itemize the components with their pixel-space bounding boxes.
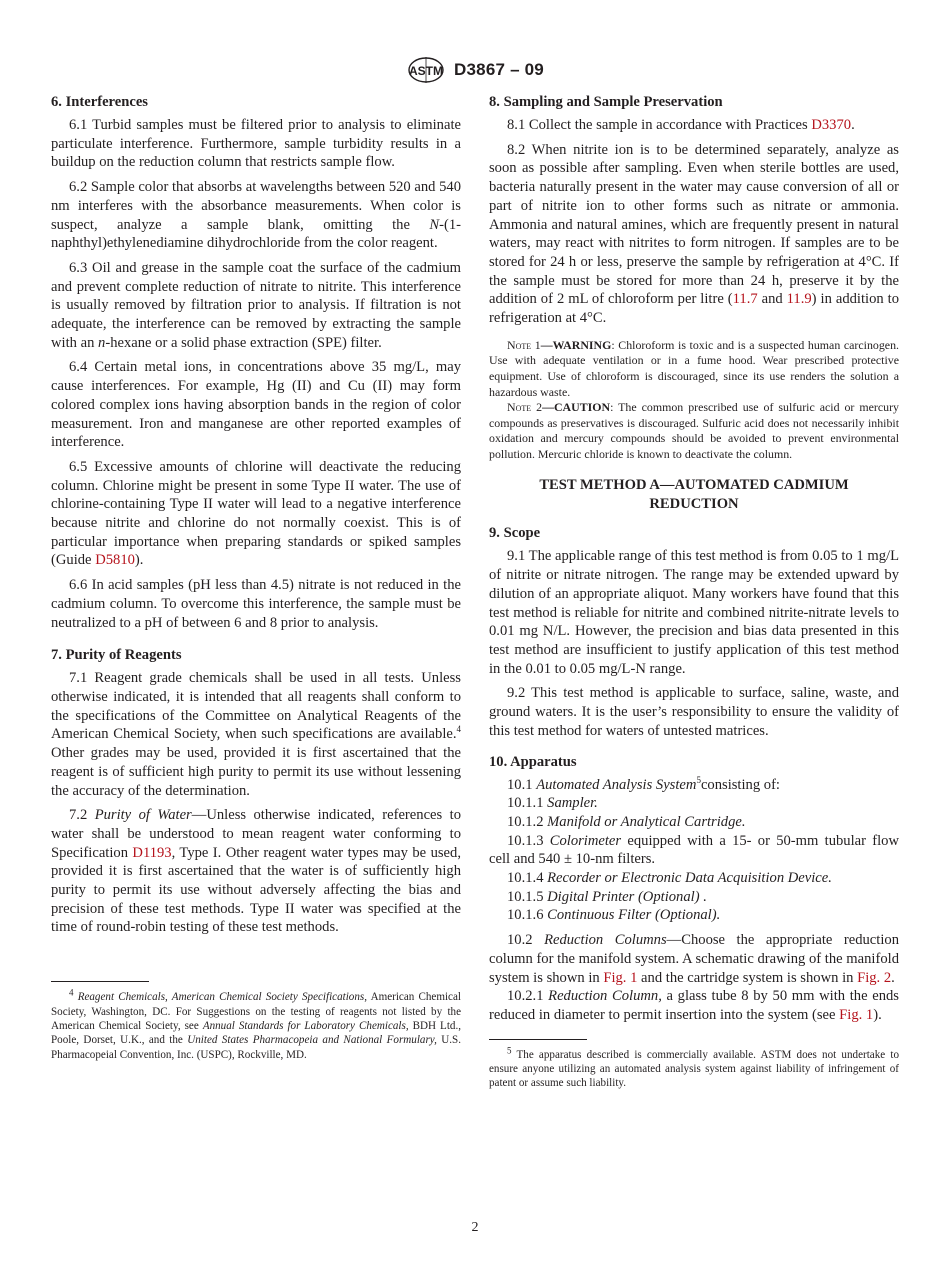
para-6-6: 6.6 In acid samples (pH less than 4.5) nitrate is not reduced in the cadmium column. To overcome this interference, the sample must be neutralized to a pH of between 6 and 8 prior to analysis. xyxy=(51,577,461,631)
link-fig-1-ref[interactable]: Fig. 1 xyxy=(839,1006,874,1023)
para-10-1-3: 10.1.3 Colorimeter equipped with a 15- or 50-mm tubular flow cell and 540 ± 10-nm filters. xyxy=(489,832,899,868)
section-6-heading: 6. Interferences xyxy=(51,94,148,110)
para-6-1: 6.1 Turbid samples must be filtered prior to analysis to eliminate particulate interference. Furthermore, sample turbidity results in a buildup on the reduction column that restricts sample flow. xyxy=(51,117,461,171)
footnote-ref-4[interactable]: 4 xyxy=(456,724,461,735)
section-10-heading: 10. Apparatus xyxy=(489,753,577,770)
astm-logo-icon xyxy=(406,56,446,84)
para-10-1-6: 10.1.6 Continuous Filter (Optional). xyxy=(507,907,721,924)
para-9-2: 9.2 This test method is applicable to surface, saline, waste, and ground waters. It is the user’s responsibility to ensure the validity of this test method for waters of untested matrices. xyxy=(489,685,899,739)
section-9-heading: 9. Scope xyxy=(489,525,541,542)
left-column xyxy=(51,93,461,1062)
right-column xyxy=(489,93,899,1091)
para-10-2-1: 10.2.1 Reduction Column, a glass tube 8 by 50 mm with the ends reduced in diameter to permit insertion into the system (see Fig. 1). xyxy=(489,988,899,1023)
para-7-1: 7.1 Reagent grade chemicals shall be used in all tests. Unless otherwise indicated, it is intended that all reagents shall conform to the specifications of the Committee on Analytical Reagents of the American Chemical Society, when such specifications are available.$^4$ Other grades may be used, provided it is first ascertained that the reagent is of sufficient high purity to permit its use without lessening the accuracy of the determination. xyxy=(51,670,461,799)
footnote-divider xyxy=(489,1039,587,1040)
note-1: Note 1—WARNING: Chloroform is toxic and is a suspected human carcinogen. Use with adequate ventilation or in a fume hood. Wear prescribed protective equipment. Use of chloroform is discouraged, since its use renders the solution a hazardous waste. xyxy=(489,337,899,399)
para-9-1: 9.1 The applicable range of this test method is from 0.05 to 1 mg/L of nitrite or nitrate nitrogen. The range may be extended upward by dilution of an appropriate aliquot. Many workers have found that this test method is reliable for nitrite and combined nitrite-nitrate levels to 0.01 mg N/L. However, the precision and bias data presented in this test method are insufficient to justify application of this test method in the 0.01 to 0.05 mg/L-N range. xyxy=(489,548,899,677)
footnote-5: $^5$ The apparatus described is commercially available. ASTM does not undertake to ensure anyone utilizing an automated analysis system against liability of infringement of patent or assume such liability. xyxy=(489,1044,899,1090)
note-2: Note 2—CAUTION: The common prescribed use of sulfuric acid or mercury compounds as preservatives is discouraged. Sulfuric acid does not necessarily inhibit oxidation and mercury compounds should be avoided to prevent environmental pollution. Mercuric chloride is known to deactivate the column. xyxy=(489,400,899,461)
para-10-1-5: 10.1.5 Digital Printer (Optional) . xyxy=(507,888,707,905)
link-d3370[interactable]: D3370 xyxy=(811,117,852,133)
para-8-1: 8.1 Collect the sample in accordance with Practices D3370. xyxy=(507,117,855,133)
para-10-1-2: 10.1.2 Manifold or Analytical Cartridge. xyxy=(507,813,746,830)
link-fig-2[interactable]: Fig. 2 xyxy=(857,969,892,986)
section-7-heading: 7. Purity of Reagents xyxy=(51,647,182,664)
para-6-4: 6.4 Certain metal ions, in concentrations above 35 mg/L, may cause interferences. For example, Hg (II) and Cu (II) may form colored complex ions having absorption bands in the region of color measurement. Iron and manganese are other reported examples of interference. xyxy=(51,359,461,451)
link-fig-1[interactable]: Fig. 1 xyxy=(603,969,638,986)
test-method-a-heading: TEST METHOD A—AUTOMATED CADMIUM REDUCTION xyxy=(539,477,849,513)
footnote-ref-5[interactable]: 5 xyxy=(696,774,701,785)
para-6-3: 6.3 Oil and grease in the sample coat the surface of the cadmium and prevent complete reduction of nitrate to nitrite. This interference is usually removed by filtration prior to analysis. If filtration is not adequate, the interference can be removed by extracting the sample with an n-hexane or a solid phase extraction (SPE) filter. xyxy=(51,259,461,351)
page-header xyxy=(0,56,950,84)
para-10-1: 10.1 Automated Analysis System$^5$consisting of: xyxy=(507,774,780,793)
para-7-2: 7.2 Purity of Water—Unless otherwise indicated, references to water shall be understood to mean reagent water conforming to Specification D1193, Type I. Other reagent water types may be used, provided it is first ascertained that the water is of sufficiently high purity to permit its use without adversely affecting the bias and precision of these test methods. Type II water was specified at the time of round-robin testing of these test methods. xyxy=(51,807,461,936)
link-11-7[interactable]: 11.7 xyxy=(732,291,758,308)
link-d1193[interactable]: D1193 xyxy=(132,844,172,861)
svg-text:ASTM: ASTM xyxy=(409,64,444,78)
footnote-4: $^4$ Reagent Chemicals, American Chemical Society Specifications, American Chemical Society, Washington, DC. For Suggestions on the testing of reagents not listed by the American Chemical Society, see Annual Standards for Laboratory Chemicals, BDH Ltd., Poole, Dorset, U.K., and the United States Pharmacopeia and National Formulary, U.S. Pharmacopeial Convention, Inc. (USPC), Rockville, MD. xyxy=(51,987,462,1061)
para-6-2: 6.2 Sample color that absorbs at wavelengths between 520 and 540 nm interferes with the absorbance measurements. When color is suspect, analyze a sample blank, omitting the N-(1-naphthyl)ethylenediamine dihydrochloride from the color reagent. xyxy=(51,179,461,252)
link-d5810[interactable]: D5810 xyxy=(95,552,135,569)
para-10-1-4: 10.1.4 Recorder or Electronic Data Acquisition Device. xyxy=(507,870,832,887)
page-number: 2 xyxy=(471,1220,479,1235)
footnote-divider xyxy=(51,981,149,982)
para-8-2: 8.2 When nitrite ion is to be determined separately, analyze as soon as possible after sampling. Even when sterile bottles are used, bacteria naturally present in the water may cause conversion of all or part of nitrite ion to other forms such as nitrate or ammonia. Ammonia and natural amines, which are frequently present in natural waters, may react with nitrites to form nitrogen. If samples are to be stored for 24 h or less, preserve the sample by refrigeration at 4°C. If the sample must be stored for more than 24 h, preserve it by the addition of 2 mL of chloroform per litre (11.7 and 11.9) in addition to refrigeration at 4°C. xyxy=(489,141,899,327)
link-11-9[interactable]: 11.9 xyxy=(786,291,812,308)
para-10-2: 10.2 Reduction Columns—Choose the appropriate reduction column for the manifold system. A schematic drawing of the manifold system is shown in Fig. 1 and the cartridge system is shown in Fig. 2. xyxy=(489,932,899,986)
para-6-5: 6.5 Excessive amounts of chlorine will deactivate the reducing column. Chlorine might be present in some Type II water. The use of chlorine-containing Type II water will lead to a negative interference because nitrite and chlorine do not normally coexist. This is of particular importance when preparing standards or spiked samples (Guide D5810). xyxy=(51,458,461,569)
document-designation: D3867 – 09 xyxy=(454,60,544,79)
para-10-1-1: 10.1.1 Sampler. xyxy=(507,795,598,812)
section-8-heading: 8. Sampling and Sample Preservation xyxy=(489,94,723,110)
